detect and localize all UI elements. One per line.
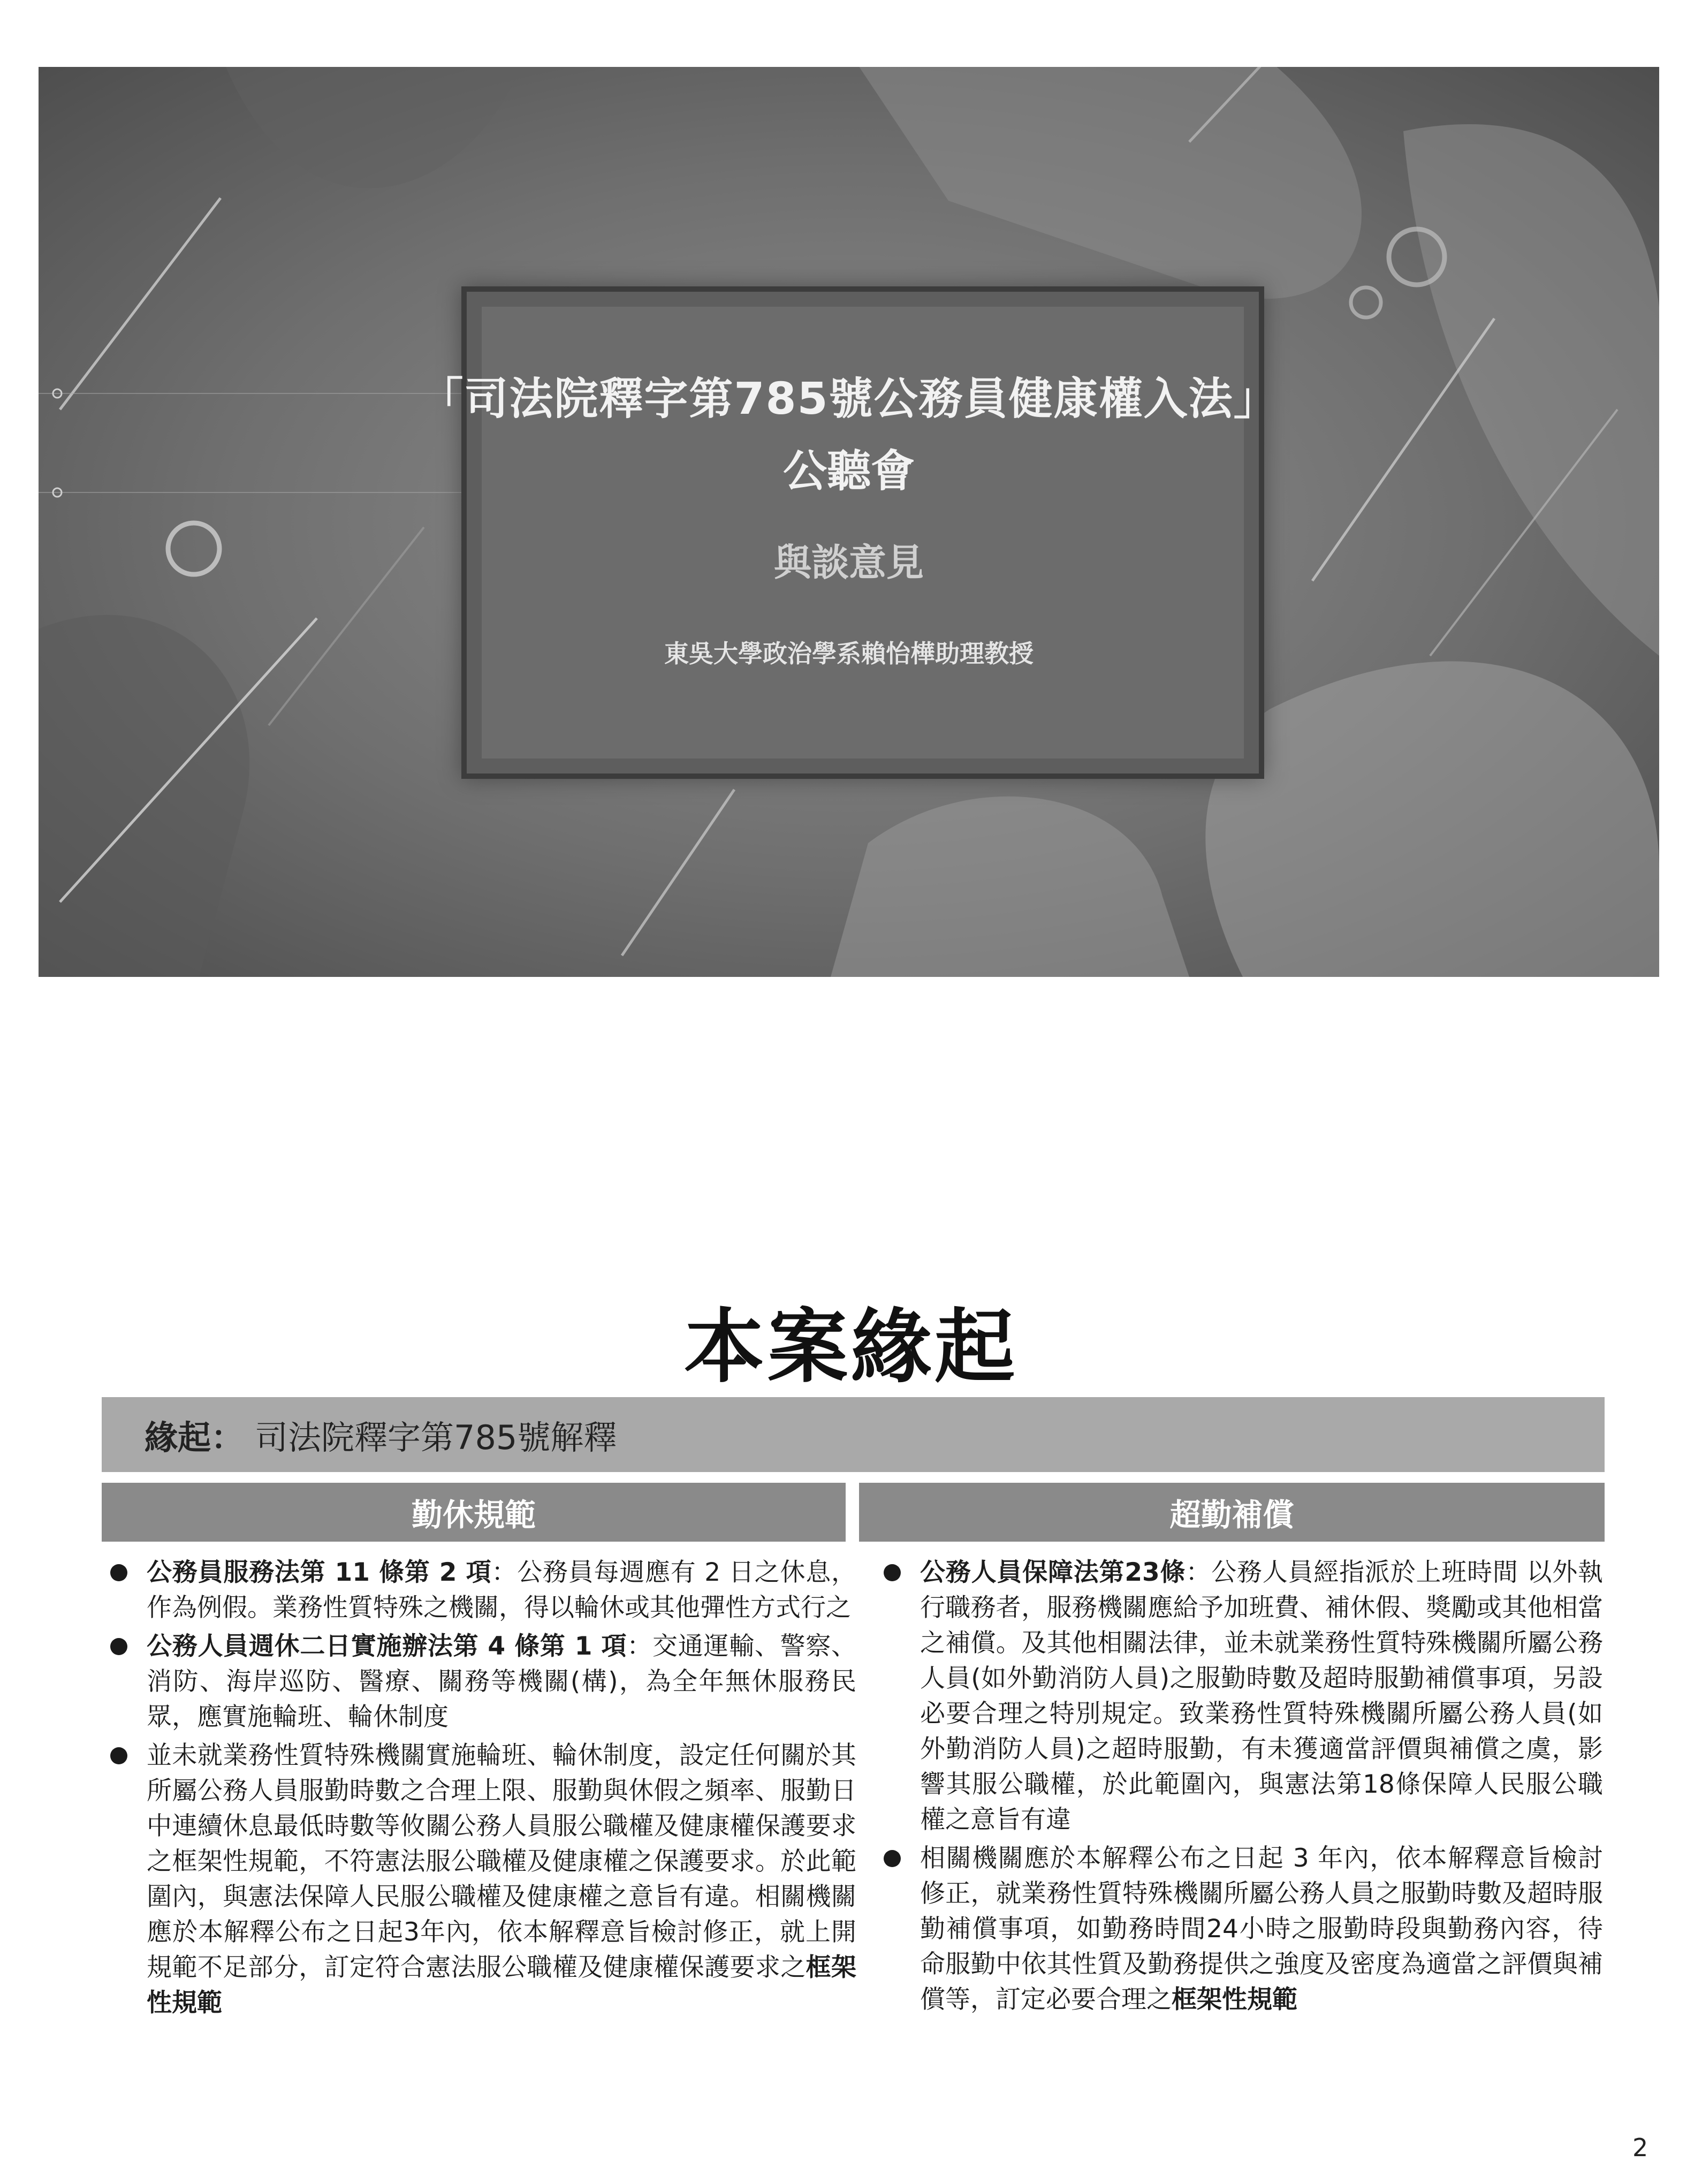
bullet-icon bbox=[884, 1564, 901, 1581]
left-column-heading: 勤休規範 bbox=[102, 1483, 846, 1542]
item-bold-lead: 公務人員保障法第23條 bbox=[920, 1558, 1186, 1587]
bullet-icon bbox=[884, 1850, 901, 1867]
bullet-icon bbox=[110, 1638, 127, 1655]
item-text: 相關機關應於本解釋公布之日起 3 年內，依本解釋意旨檢討修正，就業務性質特殊機關所屬公務人員之服勤時數及超時服勤補償事項，如勤務時間24小時之服勤時段與勤務內容，待命服勤中依其性質及勤務提供之強度及密度為適當之評價與補償等，訂定必要合理之 bbox=[920, 1844, 1603, 2014]
section-label: 與談意見 bbox=[774, 541, 924, 585]
list-item bbox=[880, 1841, 1603, 2018]
bullet-icon bbox=[110, 1747, 127, 1764]
slide-subtitle: 公聽會 bbox=[782, 446, 915, 497]
list-item bbox=[107, 1555, 856, 1626]
item-text: ：交通運輸、警察、消防、海岸巡防、醫療、關務等機關(構)，為全年無休服務民眾，應實施輪班、輪休制度 bbox=[147, 1632, 857, 1732]
page-heading: 本案緣起 bbox=[683, 1301, 1018, 1394]
item-text: ：公務人員經指派於上班時間 以外執行職務者，服務機關應給予加班費、補休假、獎勵或其他相當之補償。及其他相關法律，並未就業務性質特殊機關所屬公務人員(如外勤消防人員)之服勤時數及超時服勤補償事項，另設必要合理之特別規定。致業務性質特殊機關所屬公務人員(如外勤消防人員)之超時服勤，有未獲適當評價與補償之虞，影響其服公職權，於此範圍內，與憲法第18條保障人民服公職權之意旨有違 bbox=[920, 1558, 1603, 1834]
list-item bbox=[107, 1738, 856, 2021]
item-bold-end: 框架性規範 bbox=[1172, 1985, 1297, 2014]
list-item bbox=[880, 1555, 1603, 1838]
title-slide bbox=[39, 67, 1659, 977]
item-text: 並未就業務性質特殊機關實施輪班、輪休制度，設定任何關於其所屬公務人員服勤時數之合理上限、服勤與休假之頻率、服勤日中連續休息最低時數等攸關公務人員服公職權及健康權保護要求之框架性規範，不符憲法服公職權及健康權之保護要求。於此範圍內，與憲法保障人民服公職權及健康權之意旨有違。相關機關應於本解釋公布之日起3年內，依本解釋意旨檢討修正，就上開規範不足部分，訂定符合憲法服公職權及健康權保護要求之 bbox=[147, 1741, 856, 1982]
right-column-heading: 超勤補償 bbox=[859, 1483, 1605, 1542]
left-bullet-list bbox=[107, 1555, 856, 2024]
item-text: ：公務員每週應有 2 日之休息，作為例假。業務性質特殊之機關，得以輪休或其他彈性方式行之 bbox=[147, 1558, 856, 1622]
author-line: 東吳大學政治學系賴怡樺助理教授 bbox=[664, 639, 1034, 668]
page-number: 2 bbox=[1632, 2133, 1648, 2162]
slide-title: 「司法院釋字第785號公務員健康權入法」 bbox=[419, 374, 1279, 424]
item-bold-end: 框架性規範 bbox=[147, 1953, 857, 2018]
bullet-icon bbox=[110, 1564, 127, 1581]
item-bold-lead: 公務人員週休二日實施辦法第 4 條第 1 項 bbox=[147, 1632, 627, 1661]
origin-text: 司法院釋字第785號解釋 bbox=[255, 1417, 617, 1457]
right-bullet-list bbox=[880, 1555, 1603, 2021]
origin-bar bbox=[102, 1397, 1605, 1472]
item-bold-lead: 公務員服務法第 11 條第 2 項 bbox=[147, 1558, 492, 1587]
list-item bbox=[107, 1629, 856, 1735]
origin-label: 緣起： bbox=[145, 1417, 245, 1457]
